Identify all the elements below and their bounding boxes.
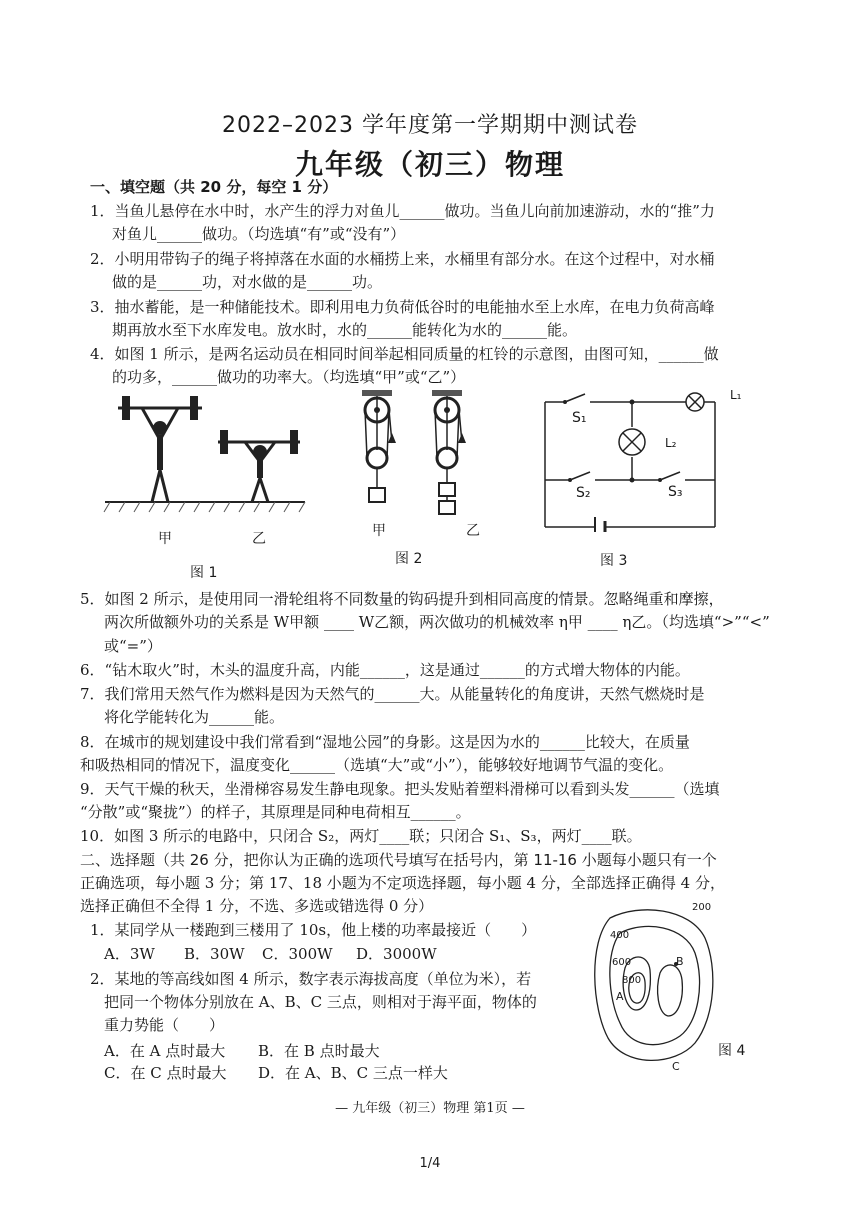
- q1-option-a[interactable]: A．3W: [104, 945, 155, 963]
- figure4-contour-map: [590, 898, 720, 1073]
- q-line: 7．我们常用天然气作为燃料是因为天然气的______大。从能量转化的角度讲，天然气燃烧时是: [80, 685, 705, 703]
- exam-subtitle: 九年级（初三）物理: [294, 148, 565, 181]
- figure4-height-800: 800: [622, 975, 642, 986]
- q-line: 5．如图 2 所示，是使用同一滑轮组将不同数量的钩码提升到相同高度的情景。忽略绳重和摩擦，: [80, 590, 724, 608]
- page-footer: — 九年级（初三）物理 第1页 —: [335, 1101, 525, 1116]
- q-line: 10．如图 3 所示的电路中，只闭合 S₂，两灯____联；只闭合 S₁、S₃，两灯____联。: [80, 827, 642, 845]
- question-2-line: 重力势能（ ）: [104, 1016, 225, 1034]
- q2-option-d[interactable]: D．在 A、B、C 三点一样大: [258, 1064, 448, 1082]
- q1-option-b[interactable]: B．30W: [184, 945, 245, 963]
- figure2-right-label: 乙: [466, 523, 480, 539]
- figure4-caption: 图 4: [718, 1043, 746, 1059]
- q-line: 或“=”）: [104, 637, 162, 655]
- q-line: 做的是______功，对水做的是______功。: [112, 273, 383, 291]
- figure3-l1: L₁: [730, 388, 742, 402]
- q2-option-a[interactable]: A．在 A 点时最大: [104, 1042, 226, 1060]
- figure3-s3: S₃: [668, 484, 683, 500]
- q2-option-b[interactable]: B．在 B 点时最大: [258, 1042, 380, 1060]
- q-line: 6．“钻木取火”时，木头的温度升高，内能______，这是通过______的方式增大物体的内能。: [80, 661, 690, 679]
- section2-heading-line: 二、选择题（共 26 分，把你认为正确的选项代号填写在括号内，第 11-16 小题每小题只有一个: [80, 851, 717, 869]
- page-number: 1/4: [419, 1156, 441, 1171]
- q1-option-c[interactable]: C．300W: [262, 945, 333, 963]
- q-line: 两次所做额外功的关系是 W甲额 ____ W乙额，两次做功的机械效率 η甲 ____ η乙。（均选填“>”“<”: [104, 613, 770, 631]
- figure4-point-a: A: [616, 990, 624, 1003]
- figure2-caption: 图 2: [395, 551, 423, 567]
- figure3-s1: S₁: [572, 410, 587, 426]
- figure4-height-400: 400: [610, 930, 630, 941]
- q-line: 3．抽水蓄能，是一种储能技术。即利用电力负荷低谷时的电能抽水至上水库，在电力负荷高峰: [90, 298, 715, 316]
- question-1: 1．某同学从一楼跑到三楼用了 10s，他上楼的功率最接近（ ）: [90, 921, 537, 939]
- q-line: “分散”或“聚拢”）的样子，其原理是同种电荷相互______。: [80, 803, 471, 821]
- q-line: 8．在城市的规划建设中我们常看到“湿地公园”的身影。这是因为水的______比较大，在质量: [80, 733, 690, 751]
- figure3-l2: L₂: [665, 436, 677, 450]
- figure1-caption: 图 1: [190, 565, 218, 581]
- exam-title: 2022–2023 学年度第一学期期中测试卷: [222, 113, 638, 138]
- q-line: 的功多，______做功的功率大。（均选填“甲”或“乙”）: [112, 368, 466, 386]
- section2-heading-line: 正确选项，每小题 3 分；第 17、18 小题为不定项选择题，每小题 4 分，全部选择正确得 4 分，: [80, 874, 725, 892]
- figure4-height-600: 600: [612, 957, 632, 968]
- figure3-circuit: [540, 392, 720, 532]
- figure4-height-200: 200: [692, 902, 712, 913]
- figure2-pulleys: [350, 388, 480, 528]
- figure1-left-label: 甲: [158, 531, 172, 547]
- figure1-right-label: 乙: [252, 531, 266, 547]
- figure4-point-c: C: [672, 1060, 680, 1073]
- q-line: 4．如图 1 所示，是两名运动员在相同时间举起相同质量的杠铃的示意图，由图可知，______做: [90, 345, 719, 363]
- section1-heading: 一、填空题（共 20 分，每空 1 分）: [90, 178, 338, 196]
- q-line: 2．小明用带钩子的绳子将掉落在水面的水桶捞上来，水桶里有部分水。在这个过程中，对水桶: [90, 250, 715, 268]
- q-line: 9．天气干燥的秋天，坐滑梯容易发生静电现象。把头发贴着塑料滑梯可以看到头发______（选填: [80, 780, 720, 798]
- figure3-caption: 图 3: [600, 553, 628, 569]
- q-line: 1．当鱼儿悬停在水中时，水产生的浮力对鱼儿______做功。当鱼儿向前加速游动，水的“推”力: [90, 202, 715, 220]
- q-line: 期再放水至下水库发电。放水时，水的______能转化为水的______能。: [112, 321, 578, 339]
- figure1-weightlifters: [100, 390, 310, 520]
- q1-option-d[interactable]: D．3000W: [356, 945, 437, 963]
- figure2-left-label: 甲: [372, 523, 386, 539]
- q-line: 将化学能转化为______能。: [104, 708, 285, 726]
- section2-heading-line: 选择正确但不全得 1 分，不选、多选或错选得 0 分）: [80, 897, 434, 915]
- question-2-line: 2．某地的等高线如图 4 所示，数字表示海拔高度（单位为米），若: [90, 970, 532, 988]
- question-2-line: 把同一个物体分别放在 A、B、C 三点，则相对于海平面，物体的: [104, 993, 537, 1011]
- figure3-s2: S₂: [576, 485, 591, 501]
- q-line: 和吸热相同的情况下，温度变化______（选填“大”或“小”），能够较好地调节气温的变化。: [80, 756, 674, 774]
- q-line: 对鱼儿______做功。（均选填“有”或“没有”）: [112, 225, 406, 243]
- q2-option-c[interactable]: C．在 C 点时最大: [104, 1064, 227, 1082]
- figure4-point-b: B: [676, 955, 684, 968]
